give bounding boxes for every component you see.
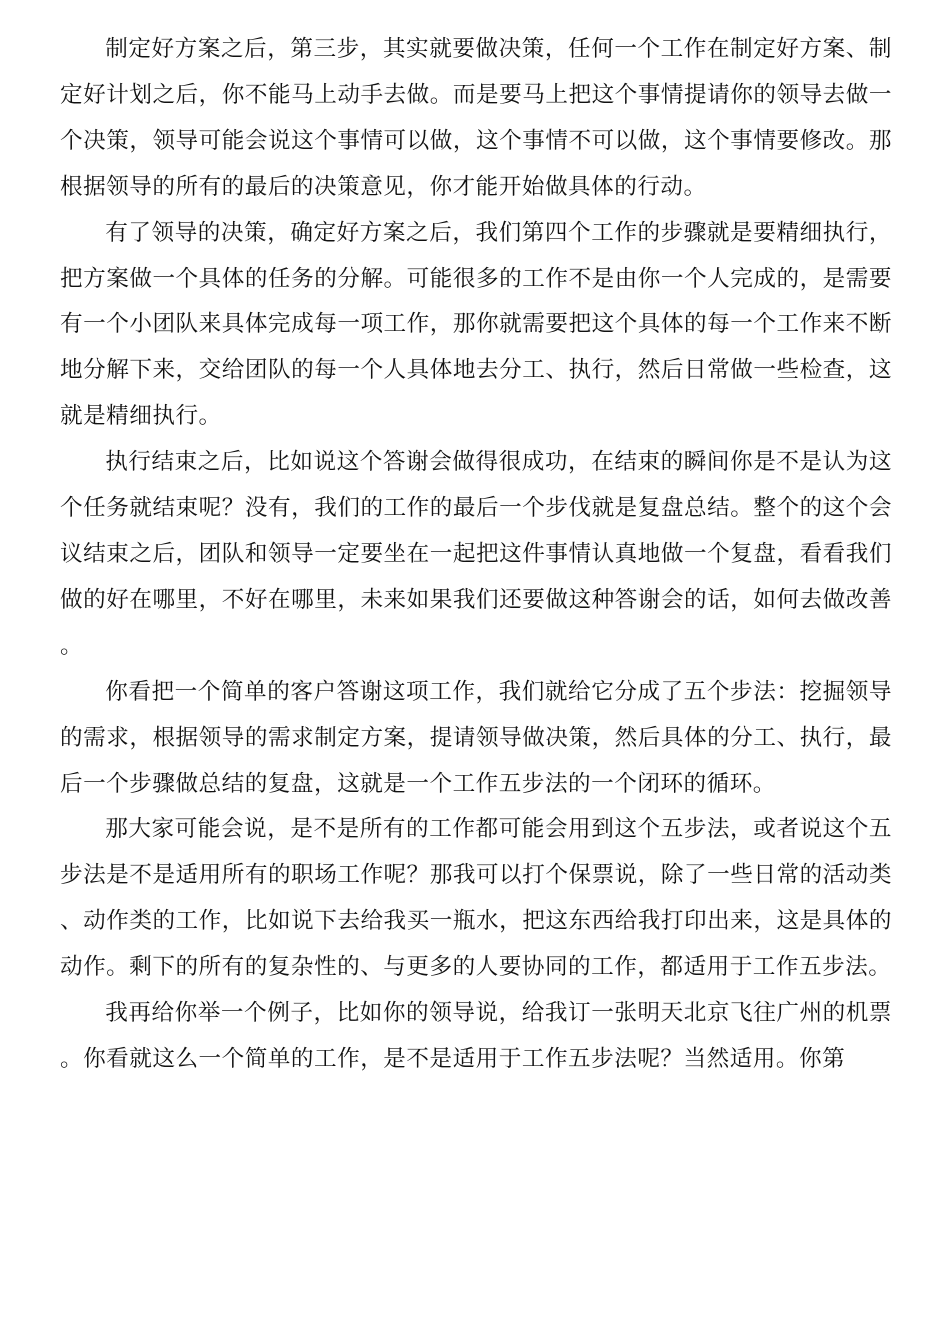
paragraph-4: 你看把一个简单的客户答谢这项工作，我们就给它分成了五个步法：挖掘领导的需求，根据领导的需求制定方案，提请领导做决策，然后具体的分工、执行，最后一个步骤做总结的复盘，这就是一个工作五步法的一个闭环的循环。 [60,678,892,797]
document-page [60,27,892,1083]
paragraph-1: 制定好方案之后，第三步，其实就要做决策，任何一个工作在制定好方案、制定好计划之后，你不能马上动手去做。而是要马上把这个事情提请你的领导去做一个决策，领导可能会说这个事情可以做，这个事情不可以做，这个事情要修改。那根据领导的所有的最后的决策意见，你才能开始做具体的行动。 [60,36,892,200]
paragraph-3: 执行结束之后，比如说这个答谢会做得很成功，在结束的瞬间你是不是认为这个任务就结束呢？没有，我们的工作的最后一个步伐就是复盘总结。整个的这个会议结束之后，团队和领导一定要坐在一起把这件事情认真地做一个复盘，看看我们做的好在哪里，不好在哪里，未来如果我们还要做这种答谢会的话，如何去做改善。 [60,449,892,659]
paragraph-6: 我再给你举一个例子，比如你的领导说，给我订一张明天北京飞往广州的机票。你看就这么一个简单的工作，是不是适用于工作五步法呢？当然适用。你第 [60,1000,892,1072]
paragraph-5: 那大家可能会说，是不是所有的工作都可能会用到这个五步法，或者说这个五步法是不是适用所有的职场工作呢？那我可以打个保票说，除了一些日常的活动类、动作类的工作，比如说下去给我买一瓶水，把这东西给我打印出来，这是具体的动作。剩下的所有的复杂性的、与更多的人要协同的工作，都适用于工作五步法。 [60,816,892,981]
paragraph-2: 有了领导的决策，确定好方案之后，我们第四个工作的步骤就是要精细执行，把方案做一个具体的任务的分解。可能很多的工作不是由你一个人完成的，是需要有一个小团队来具体完成每一项工作，那你就需要把这个具体的每一个工作来不断地分解下来，交给团队的每一个人具体地去分工、执行，然后日常做一些检查，这就是精细执行。 [60,219,892,430]
